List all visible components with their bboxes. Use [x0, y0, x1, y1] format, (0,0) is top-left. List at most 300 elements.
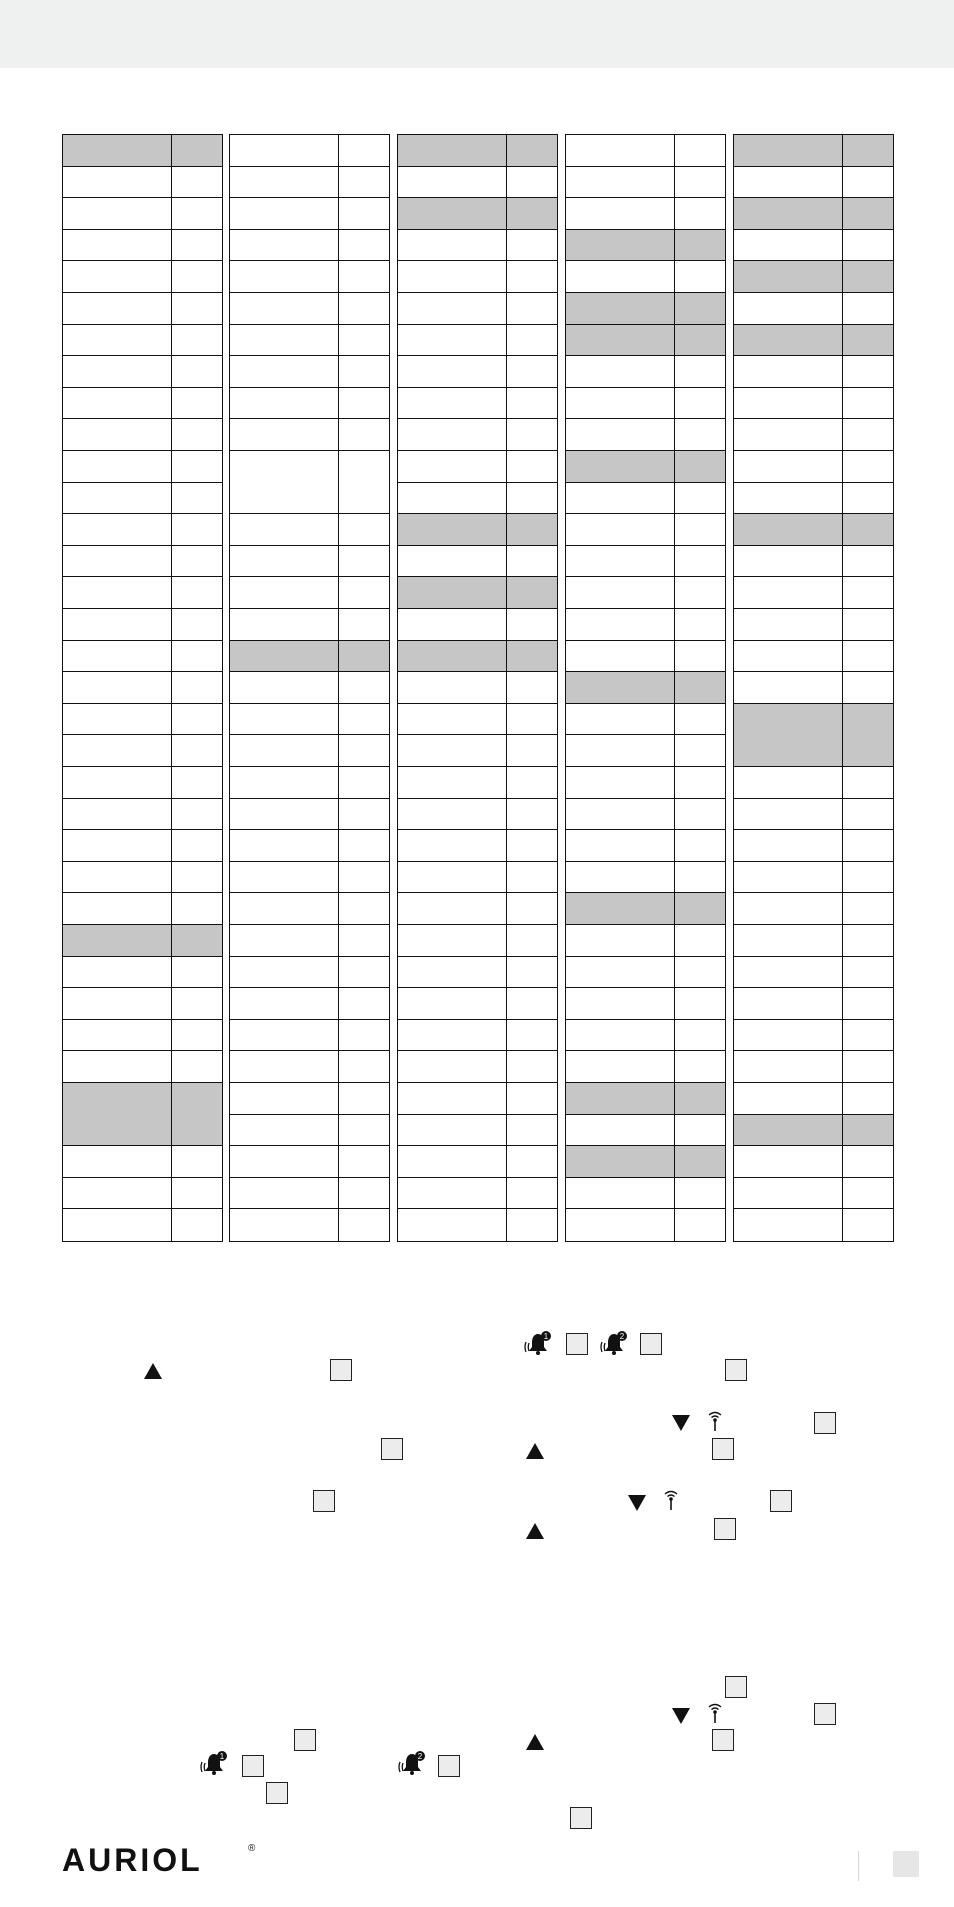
column-divider — [842, 135, 843, 1241]
table-cell — [338, 261, 389, 293]
table-cell — [338, 546, 389, 578]
table-cell — [506, 451, 557, 483]
table-cell — [506, 957, 557, 989]
table-cell — [566, 1146, 674, 1178]
table-cell — [566, 546, 674, 578]
table-cell — [566, 325, 674, 357]
data-table-2 — [229, 134, 390, 1242]
table-cell — [734, 893, 842, 925]
table-cell — [338, 198, 389, 230]
table-cell — [842, 957, 893, 989]
table-cell — [171, 735, 222, 767]
data-table-4 — [565, 134, 726, 1242]
button-key-box — [714, 1518, 736, 1540]
table-cell — [506, 893, 557, 925]
button-key-box — [712, 1729, 734, 1751]
table-cell — [506, 546, 557, 578]
table-cell — [63, 577, 171, 609]
table-cell — [230, 799, 338, 831]
table-cell — [230, 198, 338, 230]
table-cell — [734, 388, 842, 420]
table-cell — [842, 672, 893, 704]
triangle-up-icon — [526, 1443, 544, 1459]
table-cell — [842, 704, 893, 767]
table-cell — [506, 419, 557, 451]
data-table-3 — [397, 134, 558, 1242]
table-cell — [842, 135, 893, 167]
triangle-down-icon — [628, 1495, 646, 1511]
table-cell — [734, 1178, 842, 1210]
table-cell — [566, 988, 674, 1020]
table-cell — [506, 799, 557, 831]
table-cell — [171, 1209, 222, 1241]
table-cell — [338, 135, 389, 167]
alarm-bell-2-icon — [398, 1750, 430, 1780]
table-cell — [230, 1083, 338, 1115]
table-cell — [230, 230, 338, 262]
table-cell — [506, 1209, 557, 1241]
table-cell — [398, 1020, 506, 1052]
brand-name: AURIOL — [62, 1842, 203, 1878]
table-cell — [338, 957, 389, 989]
table-cell — [338, 1146, 389, 1178]
table-cell — [230, 609, 338, 641]
table-cell — [338, 1209, 389, 1241]
table-cell — [566, 167, 674, 199]
table-cell — [171, 925, 222, 957]
table-cell — [734, 261, 842, 293]
table-cell — [734, 230, 842, 262]
table-cell — [566, 609, 674, 641]
table-cell — [734, 483, 842, 515]
table-cell — [171, 609, 222, 641]
table-cell — [63, 988, 171, 1020]
table-cell — [338, 419, 389, 451]
table-cell — [63, 135, 171, 167]
table-cell — [63, 167, 171, 199]
table-cell — [506, 1020, 557, 1052]
table-cell — [63, 799, 171, 831]
table-cell — [398, 609, 506, 641]
table-cell — [171, 957, 222, 989]
table-cell — [674, 451, 725, 483]
table-cell — [171, 672, 222, 704]
table-cell — [566, 925, 674, 957]
table-cell — [230, 388, 338, 420]
column-divider — [338, 135, 339, 1241]
table-cell — [674, 641, 725, 673]
table-cell — [734, 198, 842, 230]
table-cell — [171, 641, 222, 673]
table-cell — [566, 957, 674, 989]
table-cell — [566, 1115, 674, 1147]
table-cell — [506, 1115, 557, 1147]
table-cell — [338, 167, 389, 199]
table-cell — [338, 704, 389, 736]
table-cell — [674, 1178, 725, 1210]
table-cell — [842, 261, 893, 293]
table-cell — [506, 609, 557, 641]
table-cell — [398, 293, 506, 325]
table-cell — [398, 735, 506, 767]
svg-text:2: 2 — [619, 1332, 625, 1341]
table-cell — [842, 388, 893, 420]
table-cell — [674, 1083, 725, 1115]
table-cell — [842, 1115, 893, 1147]
table-cell — [171, 862, 222, 894]
table-cell — [506, 293, 557, 325]
table-cell — [506, 514, 557, 546]
table-cell — [734, 988, 842, 1020]
table-cell — [338, 293, 389, 325]
table-cell — [566, 135, 674, 167]
table-cell — [171, 419, 222, 451]
button-key-box — [814, 1703, 836, 1725]
table-cell — [674, 546, 725, 578]
table-cell — [171, 167, 222, 199]
table-cell — [63, 925, 171, 957]
table-cell — [338, 1083, 389, 1115]
table-cell — [63, 514, 171, 546]
table-cell — [63, 893, 171, 925]
button-key-box — [725, 1359, 747, 1381]
table-cell — [734, 451, 842, 483]
table-cell — [63, 830, 171, 862]
table-cell — [674, 925, 725, 957]
table-cell — [398, 514, 506, 546]
table-cell — [734, 1083, 842, 1115]
page-divider — [858, 1851, 859, 1881]
table-cell — [842, 483, 893, 515]
table-cell — [230, 419, 338, 451]
table-cell — [566, 1209, 674, 1241]
table-cell — [734, 862, 842, 894]
table-cell — [842, 1083, 893, 1115]
table-cell — [506, 167, 557, 199]
table-cell — [506, 830, 557, 862]
table-cell — [674, 957, 725, 989]
table-cell — [506, 483, 557, 515]
button-key-box — [570, 1807, 592, 1829]
table-cell — [842, 1209, 893, 1241]
table-cell — [230, 577, 338, 609]
table-cell — [566, 230, 674, 262]
button-key-box — [640, 1333, 662, 1355]
table-cell — [63, 672, 171, 704]
table-cell — [63, 451, 171, 483]
table-cell — [398, 577, 506, 609]
table-cell — [566, 830, 674, 862]
table-cell — [566, 1083, 674, 1115]
table-cell — [230, 767, 338, 799]
table-cell — [230, 641, 338, 673]
table-cell — [566, 1020, 674, 1052]
table-cell — [230, 546, 338, 578]
table-cell — [398, 799, 506, 831]
table-cell — [171, 988, 222, 1020]
table-cell — [230, 293, 338, 325]
button-key-box — [313, 1490, 335, 1512]
table-cell — [171, 546, 222, 578]
table-cell — [63, 767, 171, 799]
registered-mark: ® — [248, 1843, 256, 1854]
table-cell — [506, 577, 557, 609]
table-cell — [506, 198, 557, 230]
table-cell — [734, 799, 842, 831]
table-cell — [398, 483, 506, 515]
table-cell — [230, 261, 338, 293]
table-cell — [566, 388, 674, 420]
table-cell — [734, 356, 842, 388]
table-cell — [674, 325, 725, 357]
table-cell — [734, 767, 842, 799]
table-cell — [63, 609, 171, 641]
button-key-box — [266, 1782, 288, 1804]
column-divider — [506, 135, 507, 1241]
table-cell — [842, 230, 893, 262]
table-cell — [63, 419, 171, 451]
table-cell — [506, 767, 557, 799]
table-cell — [230, 1115, 338, 1147]
table-cell — [566, 799, 674, 831]
table-cell — [674, 609, 725, 641]
table-cell — [674, 135, 725, 167]
triangle-up-icon — [144, 1363, 162, 1379]
table-cell — [842, 546, 893, 578]
table-cell — [338, 767, 389, 799]
button-key-box — [381, 1438, 403, 1460]
svg-text:1: 1 — [219, 1752, 225, 1761]
table-cell — [338, 893, 389, 925]
table-cell — [842, 198, 893, 230]
table-cell — [171, 1178, 222, 1210]
table-cell — [398, 641, 506, 673]
table-cell — [734, 609, 842, 641]
table-cell — [674, 261, 725, 293]
table-cell — [842, 799, 893, 831]
table-cell — [338, 672, 389, 704]
table-cell — [506, 230, 557, 262]
table-cell — [842, 925, 893, 957]
table-cell — [842, 356, 893, 388]
table-cell — [842, 767, 893, 799]
table-cell — [63, 1146, 171, 1178]
table-cell — [63, 704, 171, 736]
table-cell — [506, 925, 557, 957]
table-cell — [734, 957, 842, 989]
table-cell — [842, 893, 893, 925]
table-cell — [171, 799, 222, 831]
table-cell — [171, 704, 222, 736]
table-cell — [398, 230, 506, 262]
table-cell — [674, 483, 725, 515]
table-cell — [674, 198, 725, 230]
table-cell — [842, 1146, 893, 1178]
table-cell — [230, 957, 338, 989]
table-cell — [398, 451, 506, 483]
table-cell — [171, 1051, 222, 1083]
table-cell — [230, 1209, 338, 1241]
table-cell — [674, 419, 725, 451]
table-cell — [171, 230, 222, 262]
table-cell — [674, 735, 725, 767]
table-cell — [398, 1146, 506, 1178]
table-cell — [734, 1051, 842, 1083]
table-cell — [230, 735, 338, 767]
radio-signal-icon — [706, 1702, 724, 1724]
button-key-box — [242, 1755, 264, 1777]
table-cell — [338, 230, 389, 262]
table-cell — [398, 672, 506, 704]
data-table-1 — [62, 134, 223, 1242]
table-cell — [674, 388, 725, 420]
table-cell — [338, 1178, 389, 1210]
table-cell — [63, 293, 171, 325]
table-cell — [230, 1146, 338, 1178]
table-cell — [506, 325, 557, 357]
table-cell — [63, 388, 171, 420]
table-cell — [842, 1178, 893, 1210]
table-cell — [842, 451, 893, 483]
table-cell — [842, 577, 893, 609]
table-cell — [734, 135, 842, 167]
table-cell — [230, 893, 338, 925]
button-key-box — [725, 1676, 747, 1698]
table-cell — [338, 514, 389, 546]
triangle-up-icon — [526, 1734, 544, 1750]
table-cell — [506, 1178, 557, 1210]
table-cell — [230, 1051, 338, 1083]
table-cell — [734, 167, 842, 199]
table-cell — [842, 609, 893, 641]
page-number-box — [893, 1851, 919, 1877]
table-cell — [734, 925, 842, 957]
table-cell — [63, 641, 171, 673]
table-cell — [674, 799, 725, 831]
table-cell — [566, 672, 674, 704]
table-cell — [398, 261, 506, 293]
table-cell — [674, 1020, 725, 1052]
table-cell — [674, 988, 725, 1020]
table-cell — [842, 325, 893, 357]
table-cell — [171, 388, 222, 420]
table-cell — [734, 1020, 842, 1052]
table-cell — [842, 862, 893, 894]
table-cell — [398, 198, 506, 230]
triangle-down-icon — [672, 1708, 690, 1724]
table-cell — [734, 514, 842, 546]
table-cell — [338, 1115, 389, 1147]
table-cell — [566, 862, 674, 894]
table-cell — [63, 546, 171, 578]
table-cell — [398, 546, 506, 578]
table-cell — [230, 325, 338, 357]
table-cell — [674, 672, 725, 704]
table-cell — [398, 767, 506, 799]
table-cell — [674, 230, 725, 262]
table-cell — [171, 893, 222, 925]
table-cell — [338, 925, 389, 957]
table-cell — [338, 451, 389, 514]
table-cell — [566, 1178, 674, 1210]
table-cell — [506, 261, 557, 293]
table-cell — [842, 293, 893, 325]
table-cell — [506, 1051, 557, 1083]
table-cell — [506, 704, 557, 736]
table-cell — [338, 862, 389, 894]
table-cell — [842, 1051, 893, 1083]
table-cell — [506, 672, 557, 704]
table-cell — [171, 483, 222, 515]
table-cell — [63, 1020, 171, 1052]
table-cell — [398, 1209, 506, 1241]
table-cell — [398, 356, 506, 388]
table-cell — [230, 451, 338, 514]
table-cell — [63, 1209, 171, 1241]
table-cell — [171, 830, 222, 862]
table-cell — [230, 672, 338, 704]
radio-signal-icon — [662, 1489, 680, 1511]
table-cell — [734, 704, 842, 767]
table-cell — [171, 1083, 222, 1146]
table-cell — [734, 672, 842, 704]
table-cell — [566, 735, 674, 767]
button-key-box — [566, 1333, 588, 1355]
table-cell — [674, 862, 725, 894]
table-cell — [734, 293, 842, 325]
table-cell — [230, 356, 338, 388]
table-cell — [842, 988, 893, 1020]
table-cell — [338, 735, 389, 767]
table-cell — [230, 830, 338, 862]
table-cell — [63, 862, 171, 894]
table-cell — [338, 988, 389, 1020]
table-cell — [230, 862, 338, 894]
table-cell — [674, 1115, 725, 1147]
table-cell — [398, 830, 506, 862]
table-cell — [566, 198, 674, 230]
table-cell — [398, 893, 506, 925]
table-cell — [338, 1051, 389, 1083]
table-cell — [674, 1209, 725, 1241]
table-cell — [63, 198, 171, 230]
table-cell — [842, 419, 893, 451]
table-cell — [566, 577, 674, 609]
table-cell — [171, 767, 222, 799]
table-cell — [171, 198, 222, 230]
table-cell — [338, 325, 389, 357]
table-cell — [566, 356, 674, 388]
table-cell — [674, 893, 725, 925]
radio-signal-icon — [706, 1410, 724, 1432]
table-cell — [398, 925, 506, 957]
table-cell — [63, 1051, 171, 1083]
table-cell — [338, 577, 389, 609]
data-table-5 — [733, 134, 894, 1242]
table-cell — [338, 641, 389, 673]
table-cell — [338, 388, 389, 420]
table-cell — [674, 767, 725, 799]
table-cell — [506, 1083, 557, 1115]
button-key-box — [770, 1490, 792, 1512]
table-cell — [506, 135, 557, 167]
table-cell — [566, 293, 674, 325]
table-cell — [338, 609, 389, 641]
table-cell — [506, 862, 557, 894]
table-cell — [63, 261, 171, 293]
table-cell — [674, 577, 725, 609]
table-cell — [566, 451, 674, 483]
